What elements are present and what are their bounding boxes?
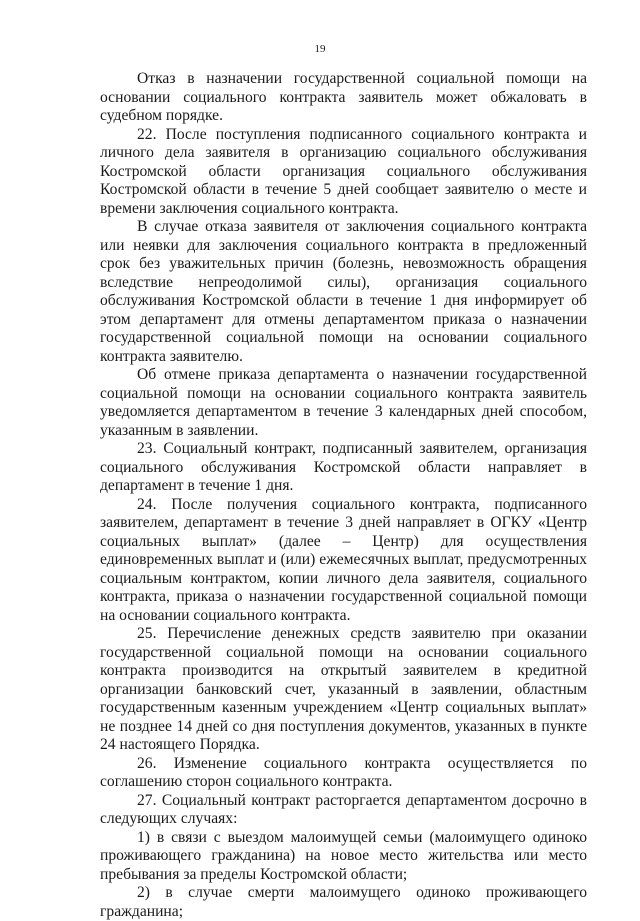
paragraph-clause-24: 24. После получения социального контракта, подписанного заявителем, департамент в течение 3 дней направляет в ОГКУ «Центр социальных выплат» (далее – Центр) для осуществления единовременных выплат и (или) ежемесячных выплат, предусмотренных социальным контрактом, копии личного дела заявителя, социального контракта, приказа о назначении государственной социальной помощи на основании социального контракта. [100, 495, 587, 624]
paragraph-clause-27-item-1: 1) в связи с выездом малоимущей семьи (малоимущего одиноко проживающего гражданина) на новое место жительства или место пребывания за пределы Костромской области; [100, 828, 587, 883]
paragraph-refusal-case: В случае отказа заявителя от заключения социального контракта или неявки для заключения социального контракта в предложенный срок без уважительных причин (болезнь, невозможность обращения вследствие непреодолимой силы), организация социального обслуживания Костромской области в течение 1 дня информирует об этом департамент для отмены департаментом приказа о назначении государственной социальной помощи на основании социального контракта заявителю. [100, 218, 587, 365]
paragraph-appeal-refusal: Отказ в назначении государственной социальной помощи на основании социального контракта заявитель может обжаловать в судебном порядке. [100, 70, 587, 124]
paragraph-clause-22: 22. После поступления подписанного социального контракта и личного дела заявителя в организацию социального обслуживания Костромской области организация социального обслуживания Костромской области в течение 5 дней сообщает заявителю о месте и времени заключения социального контракта. [100, 125, 587, 217]
paragraph-clause-25: 25. Перечисление денежных средств заявителю при оказании государственной социальной помощи на основании социального контракта производится на открытый заявителем в кредитной организации банковский счет, указанный в заявлении, областным государственным казенным учреждением «Центр социальных выплат» не позднее 14 дней со дня поступления документов, указанных в пункте 24 настоящего Порядка. [100, 625, 587, 753]
page-number: 19 [314, 43, 326, 55]
paragraph-clause-27-item-2: 2) в случае смерти малоимущего одиноко проживающего гражданина; [100, 884, 587, 920]
paragraph-clause-27: 27. Социальный контракт расторгается департаментом досрочно в следующих случаях: [100, 791, 587, 827]
paragraph-clause-26: 26. Изменение социального контракта осуществляется по соглашению сторон социального контракта. [100, 754, 587, 790]
paragraph-cancellation-notice: Об отмене приказа департамента о назначении государственной социальной помощи на основании социального контракта заявитель уведомляется департаментом в течение 3 календарных дней способом, указанным в заявлении. [100, 366, 587, 439]
document-body [100, 70, 587, 921]
paragraph-clause-23: 23. Социальный контракт, подписанный заявителем, организация социального обслуживания Костромской области направляет в департамент в течение 1 дня. [100, 440, 587, 494]
